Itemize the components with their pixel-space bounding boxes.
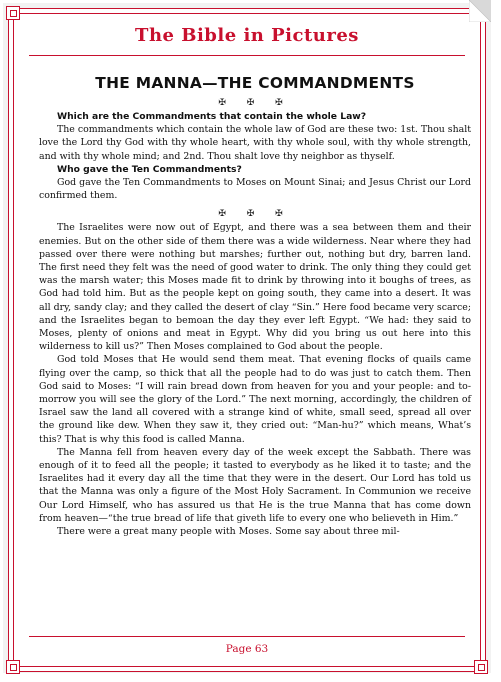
answer: God gave the Ten Commandments to Moses on Mount Sinai; and Jesus Christ our Lord confirmed them. [39, 177, 471, 202]
corner-ornament-icon [6, 660, 20, 674]
chapter-title: THE MANNA—THE COMMANDMENTS [95, 74, 415, 92]
body-paragraph: The Israelites were now out of Egypt, and there was a sea between them and their enemies. But on the other side of them there was a wide wilderness. Near where they had passed over there were nothing but marshes; further out, nothing but dry, barren land. The first need they felt was the need of good water to drink. The only thing they could get was the marsh water; this Moses made fit to drink by throwing into it boughs of trees, as God had told him. But as the people kept on going south, they came into a desert. It was all dry, sandy clay; and they called the desert of clay “Sin.” Here food became very scarce; and the Israelites began to bemoan the day they ever left Egypt. “We had: they said to Moses, plenty of onions and meat in Egypt. Why did you bring us out here into this wilderness to kill us?” Then Moses complained to God about the people. [39, 222, 471, 353]
page-curl-icon [469, 0, 491, 22]
page-content [39, 73, 471, 538]
body-paragraph: The Manna fell from heaven every day of the week except the Sabbath. There was enough of it to feed all the people; it tasted to everybody as he liked it to taste; and the Israelites had it every day all the time that they were in the desert. Our Lord has told us that the Manna was only a figure of the Most Holy Sacrament. In Communion we receive Our Lord Himself, who has assured us that He is the true Manna that has come down from heaven—“the true bread of life that giveth life to every one who believeth in Him.” [39, 446, 471, 524]
answer: The commandments which contain the whole law of God are these two: 1st. Thou shalt love the Lord thy God with thy whole heart, with thy whole soul, with thy whole strength, and with thy whole mind; and 2nd. Thou shalt love thy neighbor as thyself. [39, 124, 471, 162]
question: Who gave the Ten Commandments? [57, 163, 242, 175]
body-paragraph: God told Moses that He would send them meat. That evening flocks of quails came flying over the camp, so thick that all the people had to do was just to catch them. Then God said to Moses: “I will rain bread down from heaven for you and your people: and to-morrow you will see the glory of the Lord.” The next morning, accordingly, the children of Israel saw the land all covered with a strange kind of white, small seed, spread all over the ground like dew. When they saw it, they cried out: “Man-hu?” which means, What’s this? That is why this food is called Manna. [39, 354, 471, 445]
footer-divider [29, 636, 465, 637]
page-frame [8, 8, 486, 672]
cross-ornament: ✠ ✠ ✠ [218, 98, 292, 108]
header-divider [29, 55, 465, 56]
question: Which are the Commandments that contain the whole Law? [57, 111, 367, 122]
corner-ornament-icon [6, 6, 20, 20]
book-title: The Bible in Pictures [135, 25, 359, 46]
corner-ornament-icon [474, 660, 488, 674]
body-paragraph: There were a great many people with Moses. Some say about three mil- [57, 526, 400, 538]
page-number: Page 63 [225, 643, 269, 655]
cross-ornament: ✠ ✠ ✠ [218, 209, 292, 220]
